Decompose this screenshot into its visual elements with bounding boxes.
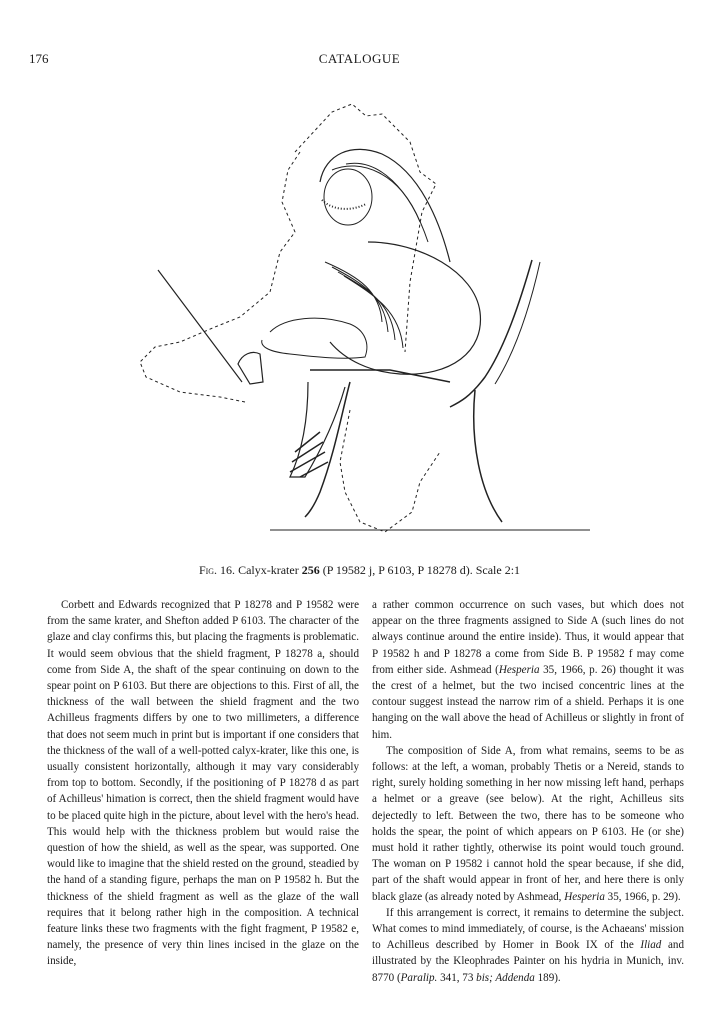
chair-seat xyxy=(310,370,450,382)
body-outline xyxy=(330,242,480,374)
italic-run: Hesperia xyxy=(564,890,605,903)
caption-number: 256 xyxy=(301,563,320,577)
himation-fold-2 xyxy=(346,163,428,242)
text-run: 189). xyxy=(534,971,561,984)
italic-run: Paralip. xyxy=(400,971,438,984)
lower-drapery xyxy=(290,382,345,477)
hand xyxy=(238,352,263,384)
body-column-right xyxy=(372,597,684,986)
chair-back-inner xyxy=(495,262,540,384)
text-run: 341, 73 xyxy=(437,971,477,984)
chair-leg-back xyxy=(474,390,502,522)
arm xyxy=(262,318,367,358)
text-run: a rather common occurrence on such vases, but which does not appear on the three fragments assigned to Side A (such lines do not always continue around the entire inside). Thus, it would appear that P 19582 h and P 18278 a come from Side B. P 19582 f may come from either side. Ashmead ( xyxy=(372,599,684,676)
dotted-headband xyxy=(322,200,366,209)
caption-object: Calyx-krater xyxy=(238,563,299,577)
fragment-outline-left xyxy=(140,152,300,402)
head xyxy=(324,169,372,225)
body-column-left xyxy=(47,597,359,970)
spear-shaft xyxy=(158,270,242,382)
text-run: If this arrangement is correct, it remains to determine the subject. What comes to mind immediately, of course, is the Achaeans' mission to Achilleus described by Homer in Book IX of the xyxy=(372,906,684,952)
running-head: CATALOGUE xyxy=(318,51,401,66)
text-run: 35, 1966, p. 29). xyxy=(604,890,681,903)
paragraph xyxy=(372,597,684,743)
text-run: The composition of Side A, from what remains, seems to be as follows: at the left, a woman, probably Thetis or a Nereid, stands to right, surely holding something in her now missing left hand, perhaps a helmet or a greave (see below). At the right, Achilleus sits dejectedly to left. Between the two, there has to be someone who holds the spear, the point of which appears on P 6103. He (or she) must hold it rather tightly, otherwise its point would touch ground. The woman on P 19582 i cannot hold the spear because, if she did, part of the shaft would appear in front of her, and here there is only black glaze (as already noted by Ashmead, xyxy=(372,744,684,903)
page-number: 176 xyxy=(29,51,49,66)
caption-label: Fig. 16. xyxy=(198,563,236,577)
caption-details: (P 19582 j, P 6103, P 18278 d). Scale 2:1 xyxy=(322,563,521,577)
text-run: and illustrated by the Kleophrades Painter on his hydria in Munich, inv. 8770 ( xyxy=(372,939,685,984)
himation-hood xyxy=(320,149,450,262)
paragraph: Corbett and Edwards recognized that P 18278 and P 19582 were from the same krater, and Shefton added P 6103. The character of the glaze and clay confirms this, but placing the fragments is problematic. It would seem obvious that the shield fragment, P 18278 a, should come from Side A, the shaft of the spear continuing on down to the spear point on P 6103. But there are objections to this. First of all, the thickness of the wall between the shield fragment and the two Achilleus fragments differs by one to two millimeters, a difference that does not seem much in print but is important if one considers that the thickness of the wall of a well-potted calyx-krater, like this one, is usually consistent horizontally, although it may vary considerably from top to bottom. Secondly, if the positioning of P 18278 d as part of Achilleus' himation is correct, then the shield fragment would have to be placed quite high in the picture, about level with the hero's head. This would help with the thickness problem but would raise the question of how the shield, as well as the spear, was supported. One would like to imagine that the shield rested on the ground, steadied by the hand of a standing figure, perhaps the man on P 19582 h. But the thickness of the shield fragment as well as the glaze of the wall requires that it belong rather high in the composition. A technical feature links these two fragments with the fight fragment, P 19582 e, namely, the presence of very thin lines incised in the glaze on the inside, xyxy=(47,599,359,968)
figure-caption xyxy=(0,563,719,578)
italic-run: bis; Addenda xyxy=(476,971,535,984)
fragment-outline-lower xyxy=(340,410,440,532)
text-run: 35, 1966, p. 26) thought it was the crest of a helmet, but the two incised concentric lines at the contour suggest instead the narrow rim of a shield. Perhaps it is one hanging on the wall above the head of Achilleus or slightly in front of him. xyxy=(372,663,684,741)
krater-figure xyxy=(120,92,620,542)
paragraph xyxy=(372,905,684,986)
fragment-outline-upper xyxy=(295,104,436,352)
krater-drawing-icon xyxy=(120,92,620,542)
himation-fold-1 xyxy=(332,166,420,222)
italic-run: Iliad xyxy=(640,939,662,952)
paragraph xyxy=(372,743,684,905)
italic-run: Hesperia xyxy=(498,663,540,676)
